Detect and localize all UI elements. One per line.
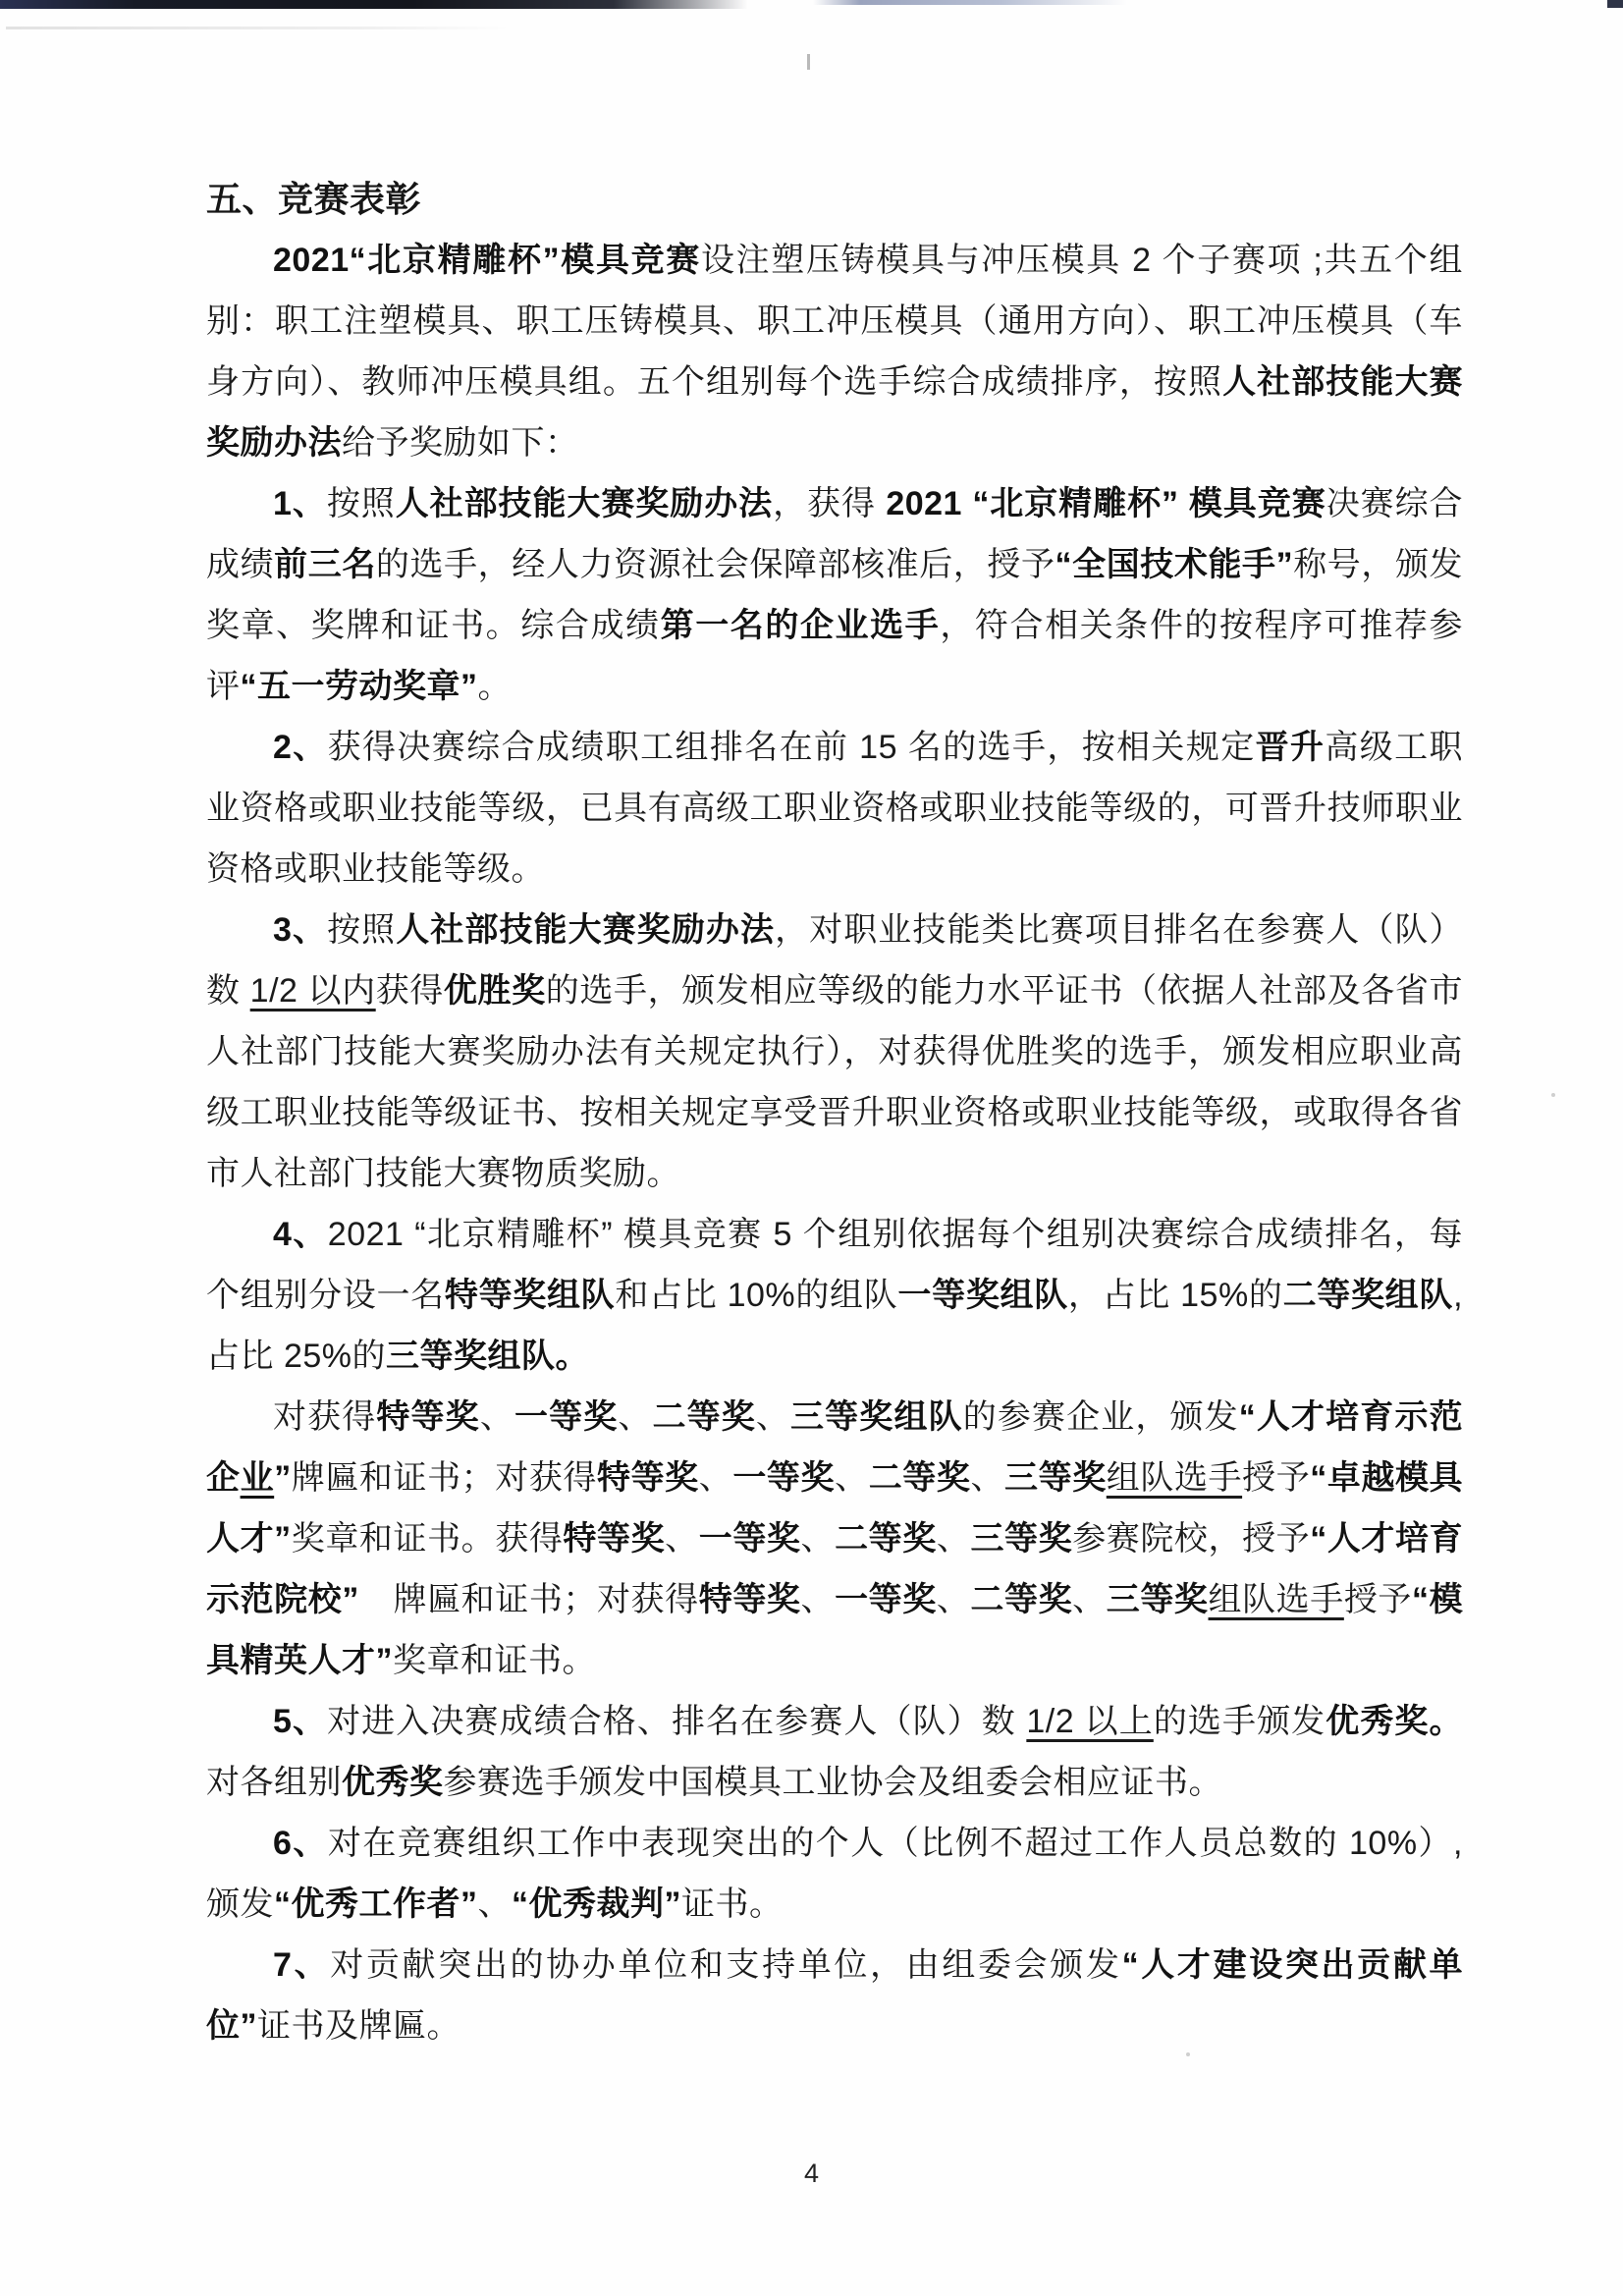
text-segment: 奖章和证书。 — [393, 1642, 596, 1679]
text-segment: “人才建设突出贡献单位” — [206, 1946, 1463, 2045]
text-segment: “人才培育示范企 — [206, 1398, 1464, 1497]
text-segment: 对获得 — [273, 1398, 377, 1436]
text-segment: 的选手，颁发相应等级的能力水平证书（依据人社部及各省市人社部门技能大赛奖励办法有关规定执行），对获得优胜奖的选手，颁发相应职业高级工职业技能等级证书、按相关规定享受晋升职业资格或职业技能等级，或取得各省市人社部门技能大赛物质奖励。 — [206, 972, 1464, 1192]
text-segment: 的选手颁发 — [1153, 1703, 1326, 1740]
item-1 — [206, 473, 1463, 717]
text-segment: 、 — [970, 1459, 1005, 1497]
text-segment: 三等奖组队。 — [386, 1338, 589, 1375]
text-segment: 牌匾和证书；对获得 — [358, 1581, 699, 1618]
text-segment: 和占比 10%的组队 — [615, 1277, 898, 1314]
text-segment: 、 — [1072, 1581, 1107, 1618]
text-segment: 对在竞赛组织工作中表现突出的个人（比例不超过工作人员总数的 10%）,颁发 — [206, 1825, 1463, 1923]
text-segment: 授予 — [1242, 1459, 1311, 1497]
text-segment: 优秀奖 — [342, 1764, 444, 1801]
scan-artifact-top-dark-strip — [0, 0, 748, 9]
text-segment: 奖章和证书。获得 — [291, 1520, 564, 1558]
text-segment: 牌匾和证书；对获得 — [291, 1459, 597, 1497]
text-segment: 证书。 — [681, 1886, 784, 1923]
text-segment: 特等奖 — [597, 1459, 699, 1497]
text-segment: “全国技术能手” — [1055, 546, 1294, 583]
text-segment: 2021 “北京精雕杯” 模具竞赛 — [886, 485, 1326, 522]
paragraph-container — [206, 230, 1463, 2056]
text-segment: 组队选手 — [1208, 1581, 1344, 1618]
text-segment: 2021 “北京精雕杯” 模具竞赛 5 个组别依据每个组别决赛综合成绩排名，每个组别分设一名 — [206, 1216, 1463, 1314]
text-segment: 二等奖 — [835, 1520, 937, 1558]
text-segment: 1/2 以上 — [1026, 1703, 1154, 1740]
item-5 — [206, 1691, 1463, 1813]
text-segment: “人才培育示范院校” — [206, 1520, 1464, 1618]
text-segment: ，符合相关条件的按程序可推荐参评 — [206, 607, 1464, 705]
text-segment: 证书及牌匾。 — [257, 2007, 460, 2045]
text-segment: 、 — [698, 1459, 733, 1497]
text-segment: 获得决赛综合成绩职工组排名在前 15 名的选手，按相关规定 — [327, 729, 1256, 766]
text-segment: ” — [274, 1459, 292, 1497]
text-segment: 参赛选手颁发中国模具工业协会及组委会相应证书。 — [443, 1764, 1222, 1801]
text-segment: 1、 — [273, 485, 327, 522]
text-segment: 给予奖励如下： — [342, 424, 579, 462]
awards-paragraph — [206, 1387, 1463, 1691]
text-segment: 、 — [665, 1520, 699, 1558]
text-segment: 、 — [936, 1520, 971, 1558]
text-segment: 优秀奖。 — [1325, 1703, 1464, 1740]
text-segment: 一等奖 — [514, 1398, 619, 1436]
text-segment: 7、 — [273, 1946, 331, 1984]
text-segment: “优秀裁判” — [512, 1886, 681, 1923]
document-body — [206, 169, 1463, 2056]
text-segment: 授予 — [1343, 1581, 1413, 1618]
text-segment: “卓越模具人才” — [206, 1459, 1464, 1558]
text-segment: 二等奖 — [652, 1398, 756, 1436]
text-segment: 一等奖组队 — [897, 1277, 1068, 1314]
text-segment: 获得 — [375, 972, 444, 1010]
text-segment: 2、 — [273, 729, 328, 766]
text-segment: 3、 — [273, 911, 328, 949]
text-segment: 、 — [755, 1398, 791, 1436]
scan-artifact-speck — [1551, 1093, 1555, 1097]
text-segment: 优胜奖 — [443, 972, 546, 1010]
text-segment: 称号，颁发奖章、奖牌和证书。综合成绩 — [206, 546, 1464, 644]
scan-artifact-corner-mark — [1607, 0, 1623, 8]
text-segment: 按照 — [327, 911, 397, 949]
text-segment: 特等奖 — [698, 1581, 801, 1618]
intro-paragraph — [206, 230, 1463, 473]
text-segment: 、 — [479, 1398, 514, 1436]
item-6 — [206, 1813, 1463, 1935]
text-segment: 1/2 以内 — [249, 972, 376, 1010]
text-segment: 决赛综合成绩 — [206, 485, 1464, 583]
text-segment: 一等奖 — [698, 1520, 801, 1558]
text-segment: 的选手，经人力资源社会保障部核准后，授予 — [375, 546, 1055, 583]
text-segment: “模具精英人才” — [206, 1581, 1464, 1679]
text-segment: 高级工职业资格或职业技能等级，已具有高级工职业资格或职业技能等级的，可晋升技师职业资格或职业技能等级。 — [206, 729, 1463, 888]
item-2 — [206, 717, 1463, 900]
text-segment: 三等奖 — [970, 1520, 1073, 1558]
item-3 — [206, 900, 1463, 1204]
text-segment: 、 — [618, 1398, 653, 1436]
text-segment: 一等奖 — [732, 1459, 836, 1497]
text-segment: 晋升 — [1255, 729, 1325, 766]
text-segment: 三等奖 — [1106, 1581, 1209, 1618]
scan-artifact-top-light-strip — [813, 0, 1127, 5]
text-segment: “五一劳动奖章” — [240, 668, 478, 705]
page-number: 4 — [803, 2159, 820, 2188]
text-segment: 特等奖组队 — [444, 1277, 616, 1314]
text-segment: 二等奖组队 — [1282, 1277, 1454, 1314]
text-segment: 设注塑压铸模具与冲压模具 2 个子赛项 ;共五个组别：职工注塑模具、职工压铸模具、职工冲压模具（通用方向）、职工冲压模具（车身方向）、教师冲压模具组。五个组别每个选手综合成绩排序，按照 — [206, 242, 1463, 401]
text-segment: 二等奖 — [970, 1581, 1073, 1618]
text-segment: 对各组别 — [206, 1764, 342, 1801]
text-segment: 人社部技能大赛奖励办法 — [395, 485, 774, 522]
scan-artifact-tick — [807, 54, 810, 70]
text-segment: 5、 — [273, 1703, 328, 1740]
text-segment: 第一名的企业选手 — [660, 607, 941, 644]
text-segment: ，占比 15%的 — [1067, 1277, 1283, 1314]
text-segment: 三等奖 — [1004, 1459, 1107, 1497]
scan-artifact-smudge — [6, 27, 512, 29]
section-heading: 五、竞赛表彰 — [206, 179, 422, 219]
text-segment: 特等奖 — [376, 1398, 480, 1436]
item-7 — [206, 1935, 1463, 2056]
text-segment: 、 — [800, 1581, 836, 1618]
text-segment: 2021“北京精雕杯”模具竞赛 — [273, 242, 701, 279]
text-segment: 4、 — [273, 1216, 328, 1253]
text-segment: 、 — [835, 1459, 869, 1497]
text-segment: 的参赛企业，颁发 — [962, 1398, 1239, 1436]
text-segment: 人社部技能大赛奖励办法 — [206, 363, 1464, 462]
text-segment: 二等奖 — [868, 1459, 971, 1497]
text-segment: 按照 — [326, 485, 396, 522]
text-segment: 、 — [936, 1581, 971, 1618]
text-segment: 特等奖 — [563, 1520, 666, 1558]
text-segment: 业 — [240, 1459, 275, 1497]
text-segment: 。 — [477, 668, 512, 705]
text-segment: 对进入决赛成绩合格、排名在参赛人（队）数 — [327, 1703, 1027, 1740]
text-segment: 三等奖组队 — [790, 1398, 963, 1436]
text-segment: ，对职业技能类比赛项目排名在参赛人（队）数 — [206, 911, 1464, 1010]
text-segment: 对贡献突出的协办单位和支持单位，由组委会颁发 — [330, 1946, 1122, 1984]
item-4 — [206, 1204, 1463, 1387]
text-segment: , 占比 25%的 — [206, 1277, 1464, 1375]
text-segment: ，获得 — [773, 485, 887, 522]
text-segment: 组队选手 — [1106, 1459, 1243, 1497]
text-segment: “优秀工作者” — [274, 1886, 478, 1923]
text-segment: 、 — [800, 1520, 836, 1558]
text-segment: 参赛院校，授予 — [1072, 1520, 1311, 1558]
text-segment: 前三名 — [274, 546, 376, 583]
text-segment: 、 — [477, 1886, 512, 1923]
text-segment: 人社部技能大赛奖励办法 — [396, 911, 776, 949]
text-segment: 一等奖 — [835, 1581, 937, 1618]
text-segment: 6、 — [273, 1825, 328, 1862]
